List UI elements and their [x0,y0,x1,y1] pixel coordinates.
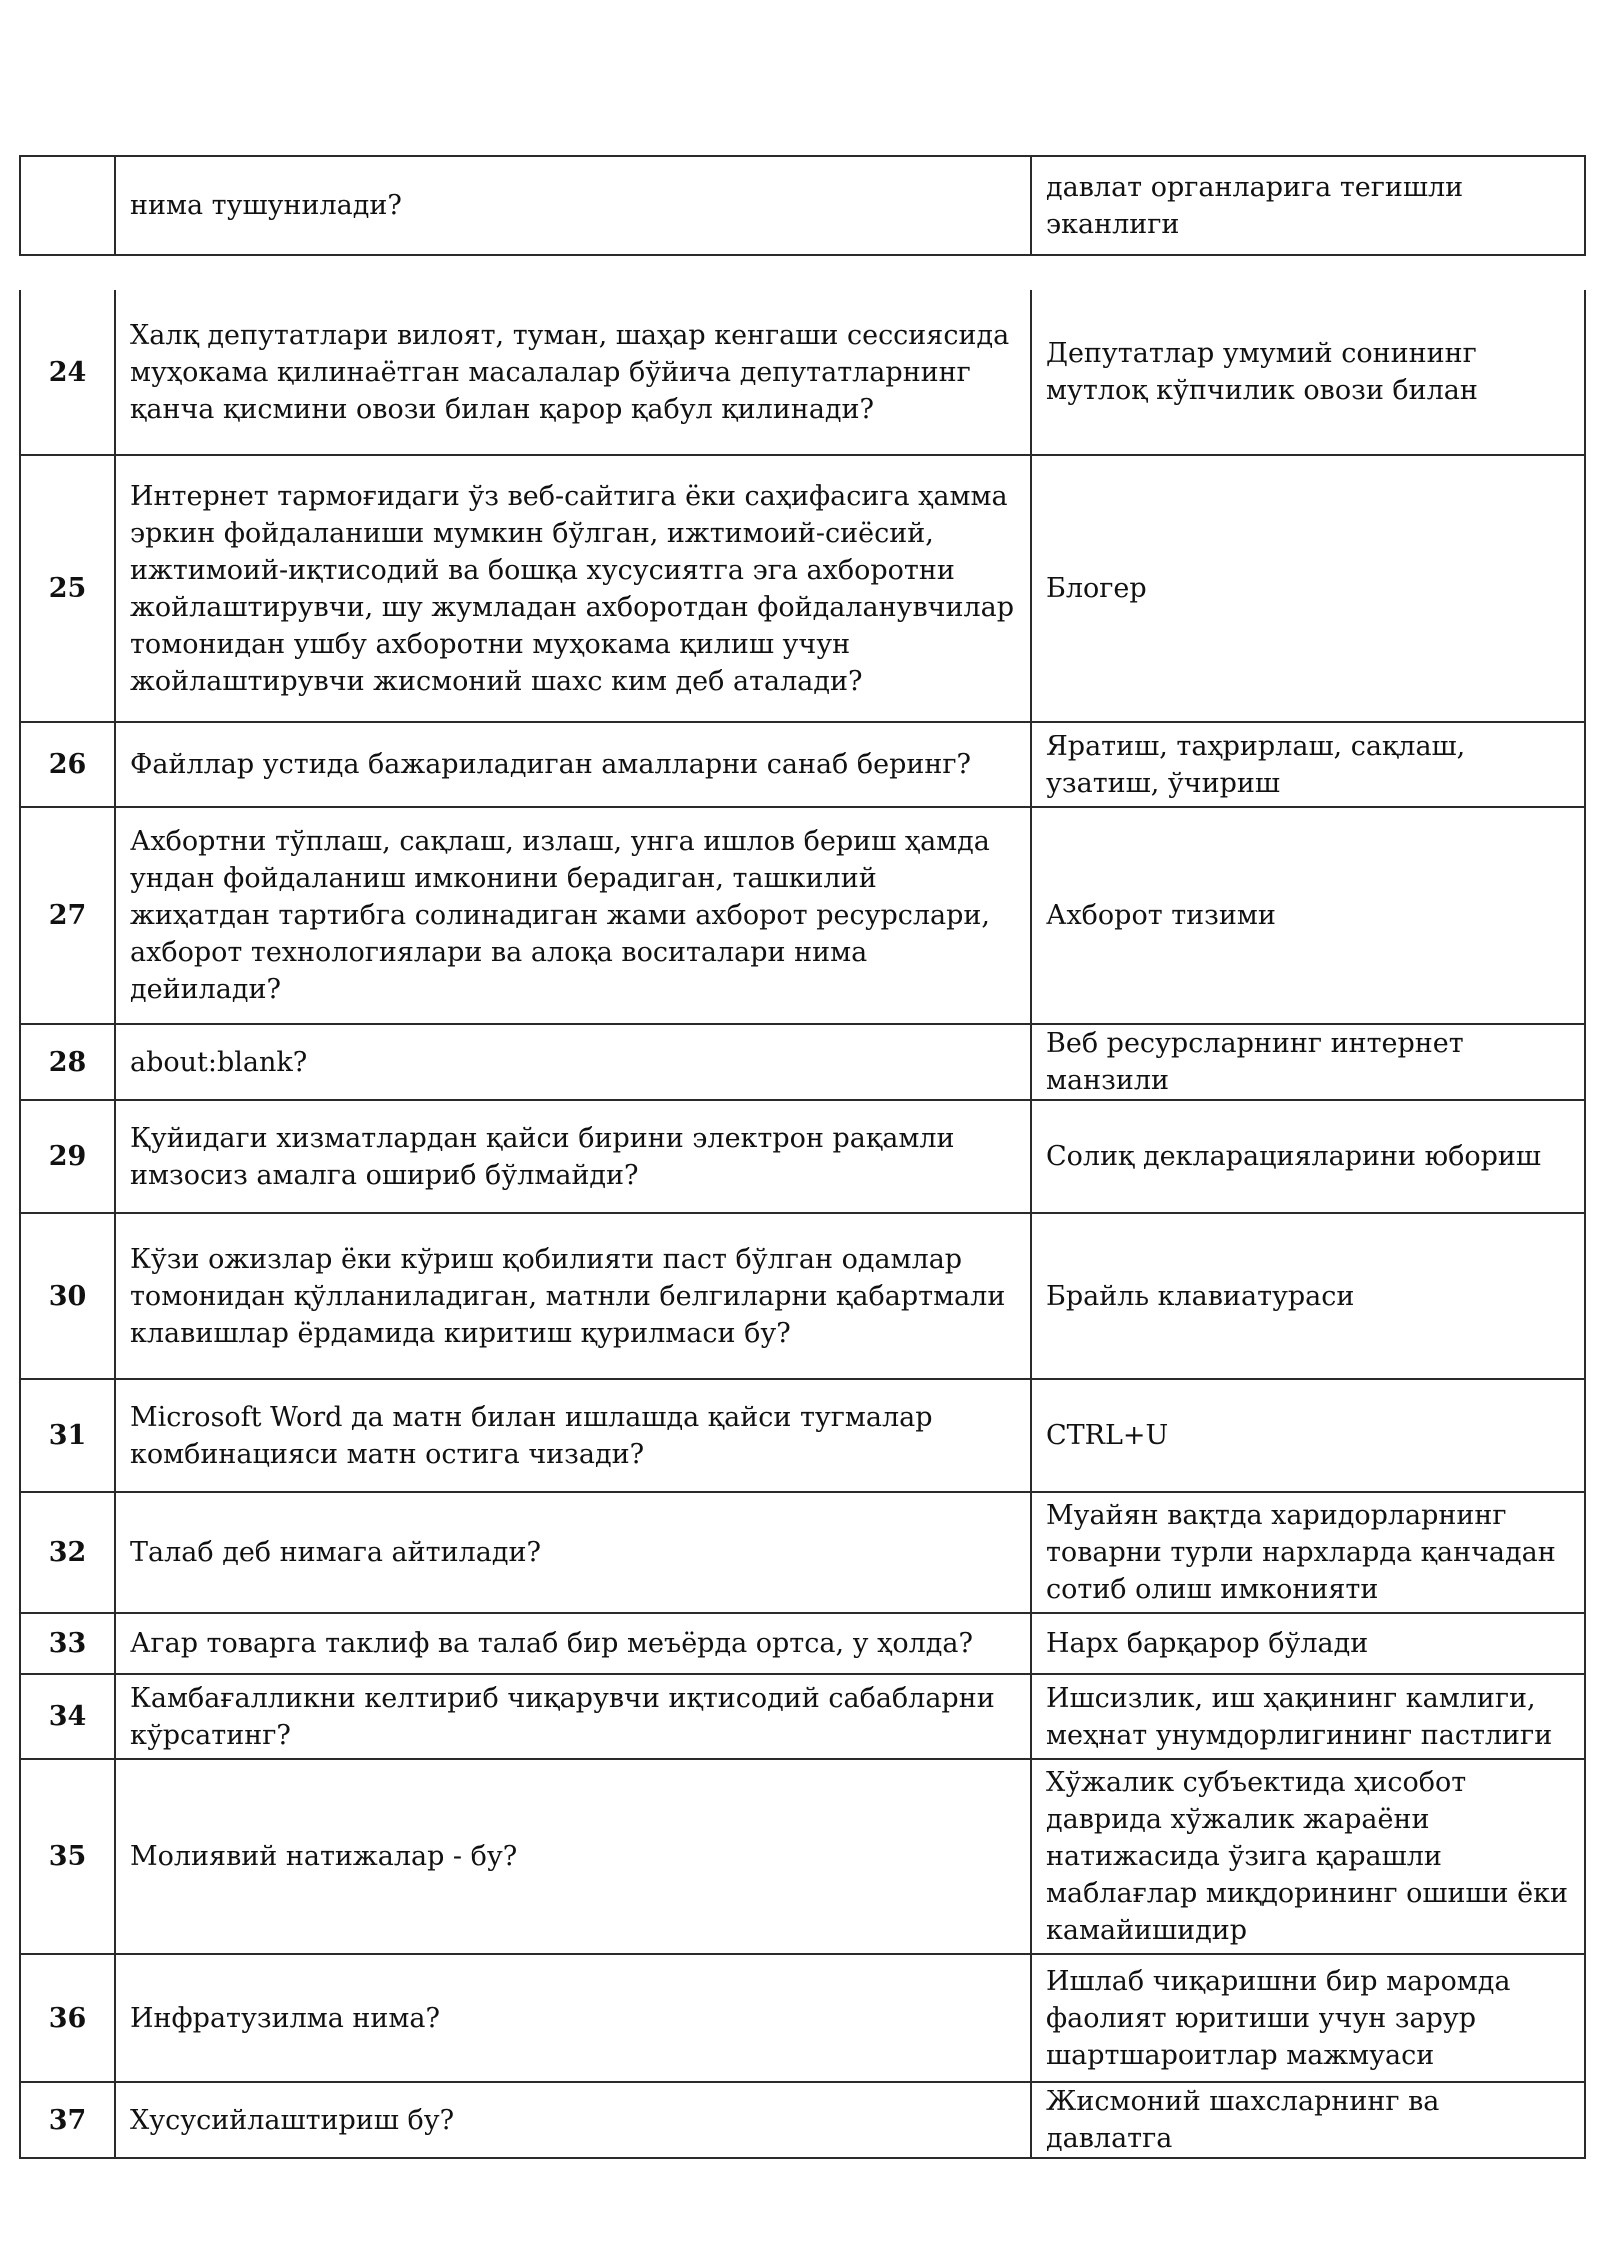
question-cell: about:blank? [115,1024,1031,1100]
table-row [20,2082,1585,2158]
table-row [20,1759,1585,1954]
answer-cell: Депутатлар умумий сонининг мутлоқ кўпчилик овози билан [1031,290,1585,455]
row-number: 37 [20,2082,115,2158]
question-cell: Интернет тармоғидаги ўз веб-сайтига ёки саҳифасига ҳамма эркин фойдаланиши мумкин бўлган, ижтимоий-сиёсий, ижтимоий-иқтисодий ва бошқа хусусиятга эга ахборотни жойлаштирувчи, шу жумладан ахборотдан фойдаланувчилар томонидан ушбу ахборотни муҳокама қилиш учун жойлаштирувчи жисмоний шахс ким деб аталади? [115,455,1031,722]
row-number: 26 [20,722,115,807]
answer-cell: CTRL+U [1031,1379,1585,1492]
question-cell: Ахбортни тўплаш, сақлаш, излаш, унга ишлов бериш ҳамда ундан фойдаланиш имконини берадиган, ташкилий жиҳатдан тартибга солинадиган жами ахборот ресурслари, ахборот технологиялари ва алоқа воситалари нима дейилади? [115,807,1031,1024]
table-row [20,1954,1585,2082]
row-number: 31 [20,1379,115,1492]
table-row [20,1492,1585,1613]
row-number: 29 [20,1100,115,1213]
answer-cell: Блогер [1031,455,1585,722]
question-cell: Талаб деб нимага айтилади? [115,1492,1031,1613]
answer-cell: Яратиш, таҳрирлаш, сақлаш, узатиш, ўчириш [1031,722,1585,807]
answer-cell: Муайян вақтда харидорларнинг товарни турли нархларда қанчадан сотиб олиш имконияти [1031,1492,1585,1613]
question-cell: Хусусийлаштириш бу? [115,2082,1031,2158]
question-cell: Камбағалликни келтириб чиқарувчи иқтисодий сабабларни кўрсатинг? [115,1674,1031,1759]
row-number: 28 [20,1024,115,1100]
table-row [20,1613,1585,1674]
answer-cell: Солиқ декларацияларини юбориш [1031,1100,1585,1213]
table-row [20,807,1585,1024]
table-row [20,722,1585,807]
question-cell: Microsoft Word да матн билан ишлашда қайси тугмалар комбинацияси матн остига чизади? [115,1379,1031,1492]
row-number [20,156,115,255]
table-row [20,455,1585,722]
answer-cell: Жисмоний шахсларнинг ва давлатга [1031,2082,1585,2158]
continued-table [19,155,1586,256]
question-cell: Инфратузилма нима? [115,1954,1031,2082]
table-row [20,1100,1585,1213]
qa-table [19,290,1586,2159]
question-cell: Агар товарга таклиф ва талаб бир меъёрда ортса, у ҳолда? [115,1613,1031,1674]
question-cell: Молиявий натижалар - бу? [115,1759,1031,1954]
answer-cell: Хўжалик субъектида ҳисобот даврида хўжалик жараёни натижасида ўзига қарашли маблағлар миқдорининг ошиши ёки камайишидир [1031,1759,1585,1954]
answer-cell: Ахборот тизими [1031,807,1585,1024]
table-row [20,1213,1585,1379]
table-row [20,290,1585,455]
table-row [20,1024,1585,1100]
question-cell: нима тушунилади? [115,156,1031,255]
answer-cell: Брайль клавиатураси [1031,1213,1585,1379]
row-number: 24 [20,290,115,455]
question-cell: Кўзи ожизлар ёки кўриш қобилияти паст бўлган одамлар томонидан қўлланиладиган, матнли белгиларни қабартмали клавишлар ёрдамида киритиш қурилмаси бу? [115,1213,1031,1379]
table-row [20,156,1585,255]
answer-cell: давлат органларига тегишли эканлиги [1031,156,1585,255]
question-cell: Қуйидаги хизматлардан қайси бирини электрон рақамли имзосиз амалга ошириб бўлмайди? [115,1100,1031,1213]
row-number: 33 [20,1613,115,1674]
answer-cell: Веб ресурсларнинг интернет манзили [1031,1024,1585,1100]
question-cell: Халқ депутатлари вилоят, туман, шаҳар кенгаши сессиясида муҳокама қилинаётган масалалар бўйича депутатларнинг қанча қисмини овози билан қарор қабул қилинади? [115,290,1031,455]
row-number: 35 [20,1759,115,1954]
answer-cell: Ишсизлик, иш ҳақининг камлиги, меҳнат унумдорлигининг пастлиги [1031,1674,1585,1759]
answer-cell: Нарх барқарор бўлади [1031,1613,1585,1674]
answer-cell: Ишлаб чиқаришни бир маромда фаолият юритиши учун зарур шартшароитлар мажмуаси [1031,1954,1585,2082]
row-number: 25 [20,455,115,722]
row-number: 32 [20,1492,115,1613]
row-number: 30 [20,1213,115,1379]
table-row [20,1674,1585,1759]
table-row [20,1379,1585,1492]
question-cell: Файллар устида бажариладиган амалларни санаб беринг? [115,722,1031,807]
row-number: 36 [20,1954,115,2082]
row-number: 34 [20,1674,115,1759]
row-number: 27 [20,807,115,1024]
